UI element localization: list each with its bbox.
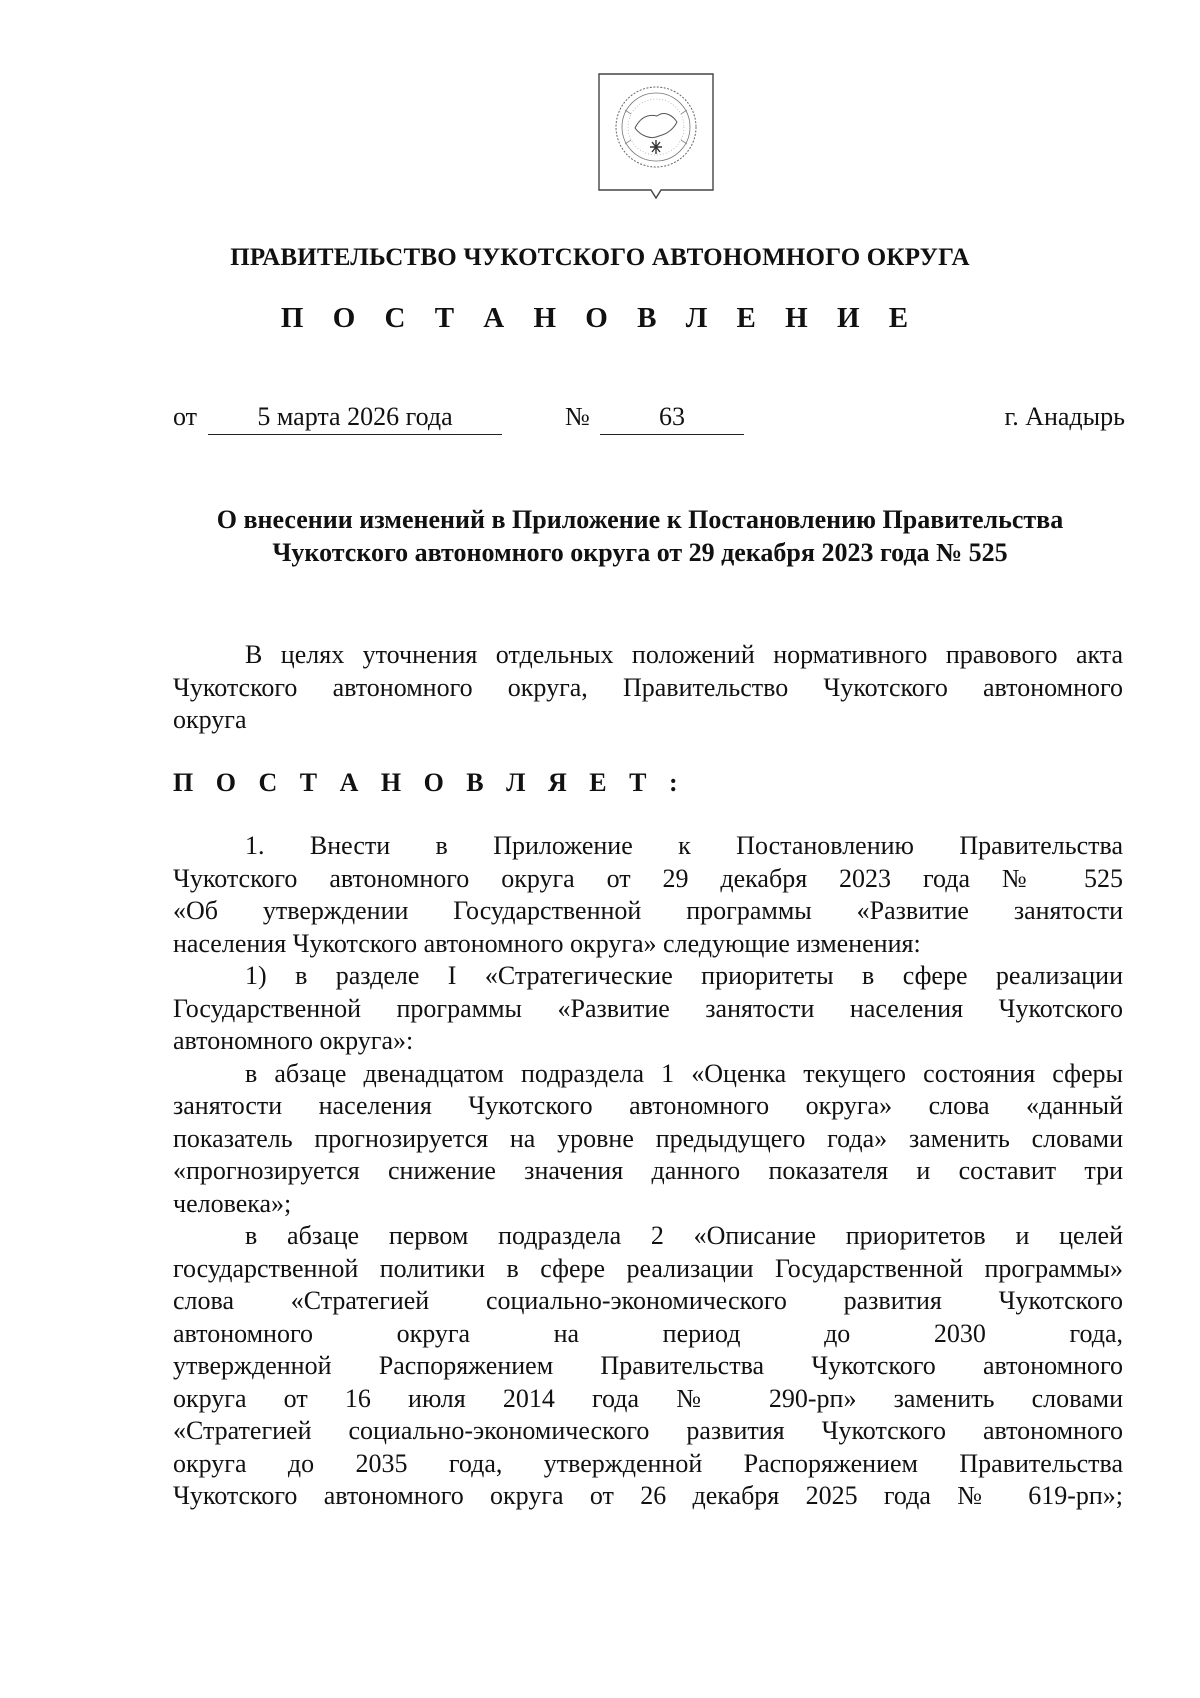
text-line: округа [173, 705, 247, 734]
text-line: Государственной программы «Развитие занятости населения Чукотского [173, 993, 1123, 1023]
title-line: О внесении изменений в Приложение к Постановлению Правительства [216, 505, 1064, 534]
text-line: округа от 16 июля 2014 года № 290-рп» заменить словами [173, 1383, 1123, 1413]
document-type: П О С Т А Н О В Л Е Н И Е [280, 302, 920, 334]
text-line: в абзаце первом подраздела 2 «Описание приоритетов и целей [245, 1221, 1123, 1250]
text-line: Чукотского автономного округа, Правительство Чукотского автономного [173, 672, 1123, 702]
text-line: 1) в разделе I «Стратегические приоритеты в сфере реализации [245, 961, 1123, 990]
text-line: Чукотского автономного округа от 29 декабря 2023 года № 525 [173, 863, 1123, 893]
text-line: округа до 2035 года, утвержденной Распоряжением Правительства [173, 1448, 1123, 1478]
document-number: 63 [600, 402, 744, 435]
text-line: государственной политики в сфере реализации Государственной программы» [173, 1253, 1123, 1283]
text-line: «Об утверждении Государственной программы «Развитие занятости [173, 896, 1123, 925]
document-title [160, 503, 1120, 569]
number-sign-label: № [565, 402, 590, 431]
text-line: человека»; [173, 1188, 292, 1218]
title-line: Чукотского автономного округа от 29 декабря 2023 года № 525 [272, 538, 1008, 567]
text-line: утвержденной Распоряжением Правительства Чукотского автономного [173, 1351, 1123, 1380]
text-line: в абзаце двенадцатом подраздела 1 «Оценка текущего состояния сферы [245, 1058, 1123, 1088]
date-prefix-label: от [173, 402, 198, 431]
document-date: 5 марта 2026 года [208, 402, 502, 435]
preamble-paragraph [173, 639, 1123, 737]
city-name: г. Анадырь [1004, 402, 1125, 431]
organization-name: ПРАВИТЕЛЬСТВО ЧУКОТСКОГО АВТОНОМНОГО ОКРУГА [230, 244, 970, 271]
text-line: «Стратегией социально-экономического развития Чукотского автономного [173, 1416, 1123, 1445]
text-line: слова «Стратегией социально-экономического развития Чукотского [173, 1286, 1123, 1315]
text-line: автономного округа на период до 2030 года, [173, 1318, 1123, 1348]
text-line: В целях уточнения отдельных положений нормативного правового акта [245, 640, 1123, 669]
text-line: занятости населения Чукотского автономного округа» слова «данный [173, 1091, 1123, 1120]
coat-of-arms-emblem [595, 70, 717, 220]
text-line: Чукотского автономного округа от 26 декабря 2025 года № 619-рп»; [173, 1481, 1123, 1510]
text-line: 1. Внести в Приложение к Постановлению Правительства [245, 831, 1123, 860]
decree-heading: П О С Т А Н О В Л Я Е Т : [173, 768, 686, 797]
text-line: населения Чукотского автономного округа» следующие изменения: [173, 928, 921, 958]
text-line: «прогнозируется снижение значения данного показателя и составит три [173, 1156, 1123, 1185]
decree-body [173, 830, 1123, 1513]
text-line: автономного округа»: [173, 1026, 414, 1055]
text-line: показатель прогнозируется на уровне предыдущего года» заменить словами [173, 1123, 1123, 1153]
